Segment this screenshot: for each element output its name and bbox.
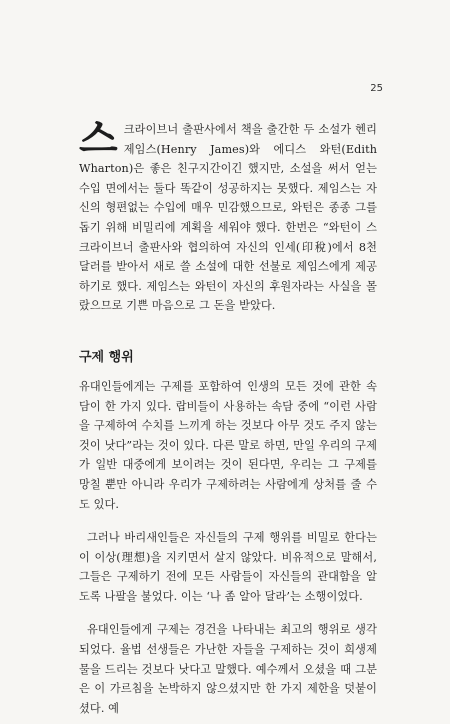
- body-paragraph-3: 유대인들에게 구제는 경건을 나타내는 최고의 행위로 생각되었다. 율법 선생들은 가난한 자들을 구제하는 것이 희생제물을 드리는 것보다 낫다고 말했다. 예수께서 오셨을 때 그분은 이 가르침을 논박하지 않으셨지만 한 가지 제한을 덧붙이셨다. 예: [79, 623, 377, 715]
- section-heading: 구제 행위: [79, 349, 134, 365]
- body-paragraph-2: 그러나 바리새인들은 자신들의 구제 행위를 비밀로 한다는 이 이상(理想)을 지키면서 살지 않았다. 비유적으로 말해서, 그들은 구제하기 전에 모든 사람들이 자신들의 관대함을 알도록 나팔을 불었다. 이는 ‘나 좀 알아 달라’는 소행이었다.: [79, 531, 377, 603]
- page-number: 25: [370, 83, 383, 94]
- page-body: [79, 116, 377, 718]
- intro-text: 크라이브너 출판사에서 책을 출간한 두 소설가 헨리 제임스(Henry James)와 에디스 와턴(Edith Wharton)은 좋은 친구지간이긴 했지만, 소설을 써서 얻는 수입 면에서는 둘다 똑같이 성공하지는 못했다. 제임스는 자신의 형편없는 수입에 매우 민감했으므로, 와턴은 종종 그를 돕기 위해 비밀리에 계획을 세워야 했다. 한번은 “와턴이 스크라이브너 출판사와 협의하여 자신의 인세(印稅)에서 8천 달러를 받아서 새로 쓸 소설에 대한 선불로 제임스에게 제공하기로 했다. 제임스는 와턴이 자신의 후원자라는 사실을 몰랐으므로 기쁜 마음으로 그 돈을 받았다.: [79, 123, 377, 313]
- drop-cap: 스: [79, 116, 118, 162]
- body-paragraph-1: 유대인들에게는 구제를 포함하여 인생의 모든 것에 관한 속담이 한 가지 있다. 랍비들이 사용하는 속담 중에 “이런 사람을 구제하여 수치를 느끼게 하는 것보다 아무 것도 주지 않는 것이 낫다”라는 것이 있다. 다른 말로 하면, 만일 우리의 구제가 일반 대중에게 보이려는 것이 된다면, 우리는 그 구제를 망칠 뿐만 아니라 우리가 구제하려는 사람에게 상처를 줄 수도 있다.: [79, 379, 377, 511]
- intro-paragraph: [79, 116, 377, 316]
